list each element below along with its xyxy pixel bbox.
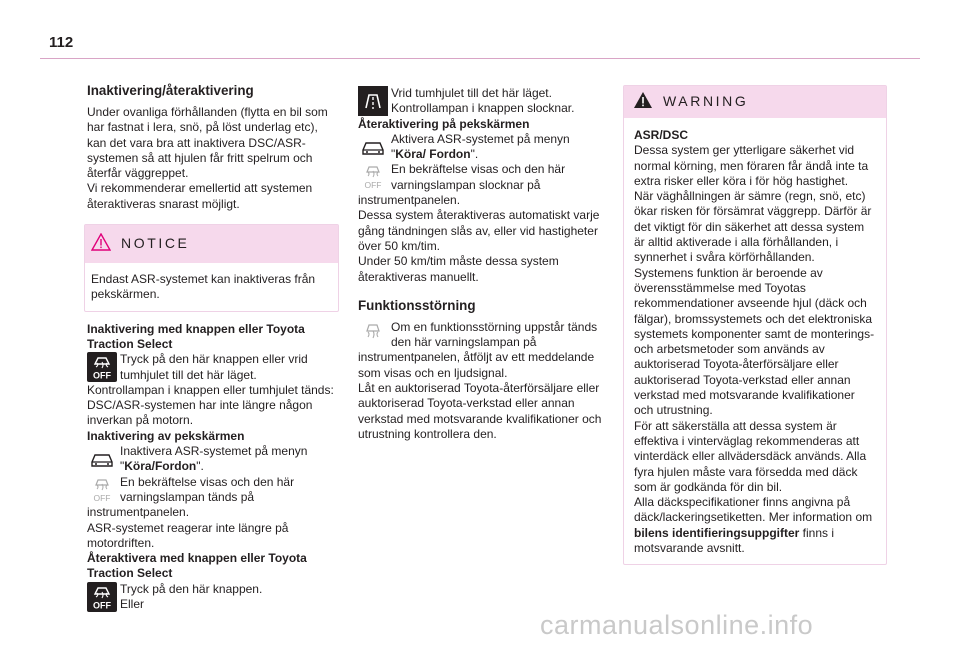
body-text: Dessa system återaktiveras automatiskt varje gång tändningen slås av, eller vid hastigheter över 50 km/tim. (358, 208, 600, 253)
warning-title: WARNING (663, 93, 749, 110)
body-text: Under 50 km/tim måste dessa system återaktiveras manuellt. (358, 254, 559, 284)
menu-name: Köra/ Fordon (395, 147, 471, 162)
text-part: Alla däckspecifikationer finns angivna på däck/lackeringsetiketten. Mer information (634, 495, 853, 525)
text-line: Tryck på den här knappen. (120, 581, 263, 596)
warning-header (624, 86, 886, 118)
text-part: Inaktivera ASR-systemet på menyn " (120, 444, 308, 474)
traction-off-warning-lamp-icon (87, 475, 117, 505)
notice-title: NOTICE (121, 235, 190, 252)
icon-row (358, 320, 602, 351)
off-label: OFF (93, 370, 111, 381)
car-menu-icon (358, 132, 388, 162)
warning-paragraph: För att säkerställa att dessa system är effektiva i vinterväglag rekommenderas att vinterdäck eller allvädersdäck används. Alla fyra hjulen måste vara försedda med däck som är godkända för din bil. (634, 418, 867, 494)
icon-text (120, 582, 339, 613)
cross-reference: bilens identifieringsuppgifter (634, 525, 800, 540)
warning-paragraph: När väghållningen är sämre (regn, snö, etc) ökar risken för försämrat väggrepp. Därför är det viktigt för din säkerhet att dessa system är alltid aktiverade i alla förhållanden, i synnerhet i svåra körförhållanden. (634, 189, 872, 265)
column-2 (358, 86, 602, 442)
subsection-title: Återaktivera med knappen eller Toyota Traction Select (87, 551, 307, 581)
text-part: ". (196, 459, 204, 474)
body-text: Kontrollampan i knappen eller tumhjulet tänds: (87, 382, 334, 397)
traction-off-button-icon (87, 582, 117, 612)
warning-triangle-icon (91, 233, 111, 255)
off-label: OFF (93, 600, 111, 611)
warning-paragraph: Systemens funktion är beroende av överensstämmelse med Toyotas rekommendationer avseende hjul (däck och fälgar), bromssystemets och det elektroniska systemets komponenter samt de monterings- och arbetsmetoder som används av auktoriserad Toyota-återförsäljare eller auktoriserad Toyota-verkstad eller annan verkstad med motsvarande kvalifikationer och utrustning. (634, 265, 875, 418)
icon-row (358, 162, 602, 193)
body-text: Låt en auktoriserad Toyota-återförsäljare eller auktoriserad Toyota-verkstad eller annan verkstad med motsvarande kvalifikationer och utrustning kontrollera den. (358, 381, 602, 441)
page-number: 112 (49, 34, 74, 51)
icon-row (358, 86, 602, 117)
warning-subtitle: ASR/DSC (634, 128, 689, 142)
icon-text: En bekräftelse visas och den här varningslampan slocknar på (391, 162, 566, 192)
icon-text (391, 132, 602, 163)
column-3 (623, 85, 887, 565)
warning-body (624, 118, 886, 564)
text-line: Eller (120, 597, 145, 612)
notice-text: Endast ASR-systemet kan inaktiveras från pekskärmen. (91, 272, 316, 302)
notice-box (84, 224, 339, 312)
header-rule (40, 58, 920, 59)
icon-text: Vrid tumhjulet till det här läget. Kontrollampan i knappen slocknar. (391, 86, 575, 116)
body-text: instrumentpanelen. (358, 193, 461, 208)
subsection-title: Inaktivering med knappen eller Toyota Traction Select (87, 321, 305, 351)
intro-paragraph: Vi rekommenderar emellertid att systemen återaktiveras snarast möjligt. (87, 181, 313, 211)
icon-row (87, 582, 339, 613)
icon-row (358, 132, 602, 163)
icon-row (87, 475, 339, 506)
section-heading: Funktionsstörning (358, 297, 476, 313)
icon-text: Tryck på den här knappen eller vrid tumhjulet till det här läget. (120, 352, 308, 382)
body-text: ASR-systemet reagerar inte längre på motordriften. (87, 520, 289, 550)
watermark: carmanualsonline.info (540, 610, 814, 640)
off-label: OFF (364, 180, 382, 191)
off-label: OFF (93, 492, 111, 503)
traction-off-button-icon (87, 352, 117, 382)
icon-text: Om en funktionsstörning uppstår tänds den här varningslampan på (391, 319, 598, 350)
body-text: DSC/ASR-systemen har inte längre någon inverkan på motorn. (87, 398, 313, 428)
icon-text (120, 444, 339, 475)
warning-triangle-icon (633, 91, 653, 113)
icon-row (87, 444, 339, 475)
icon-row (87, 352, 339, 383)
thumbwheel-off-icon (358, 86, 388, 116)
car-menu-icon (87, 444, 117, 474)
warning-box (623, 85, 887, 565)
intro-paragraph: Under ovanliga förhållanden (flytta en bil som har fastnat i lera, snö, på löst underlag etc), kan det vara bra att inaktivera DSC/ASR-systemen så att hjulen får fritt spelrum och återfår väggreppet. (87, 105, 328, 181)
text-part: ". (470, 147, 479, 162)
warning-paragraph: Dessa system ger ytterligare säkerhet vid normal körning, men föraren får ändå inte ta extra risker eller köra i för hög hastighet. (634, 143, 869, 188)
notice-header (85, 225, 338, 263)
traction-off-warning-lamp-icon (358, 162, 388, 192)
column-1 (87, 82, 339, 612)
body-text: instrumentpanelen, åtföljt av ett meddelande som visas och en ljudsignal. (358, 350, 595, 380)
warning-paragraph (634, 495, 876, 556)
traction-fault-warning-lamp-icon (358, 320, 388, 350)
subsection-title: Inaktivering av pekskärmen (87, 428, 245, 443)
icon-text: En bekräftelse visas och den här varningslampan tänds på (120, 474, 295, 504)
menu-name: Köra/Fordon (124, 459, 197, 474)
text-part: Aktivera ASR-systemet på menyn " (391, 131, 570, 162)
body-text: instrumentpanelen. (87, 505, 190, 520)
subsection-title: Återaktivering på pekskärmen (358, 116, 530, 131)
section-heading: Inaktivering/återaktivering (87, 83, 254, 98)
text-part: om (855, 510, 873, 525)
text-part: finns i motsvarande avsnitt. (634, 525, 835, 556)
